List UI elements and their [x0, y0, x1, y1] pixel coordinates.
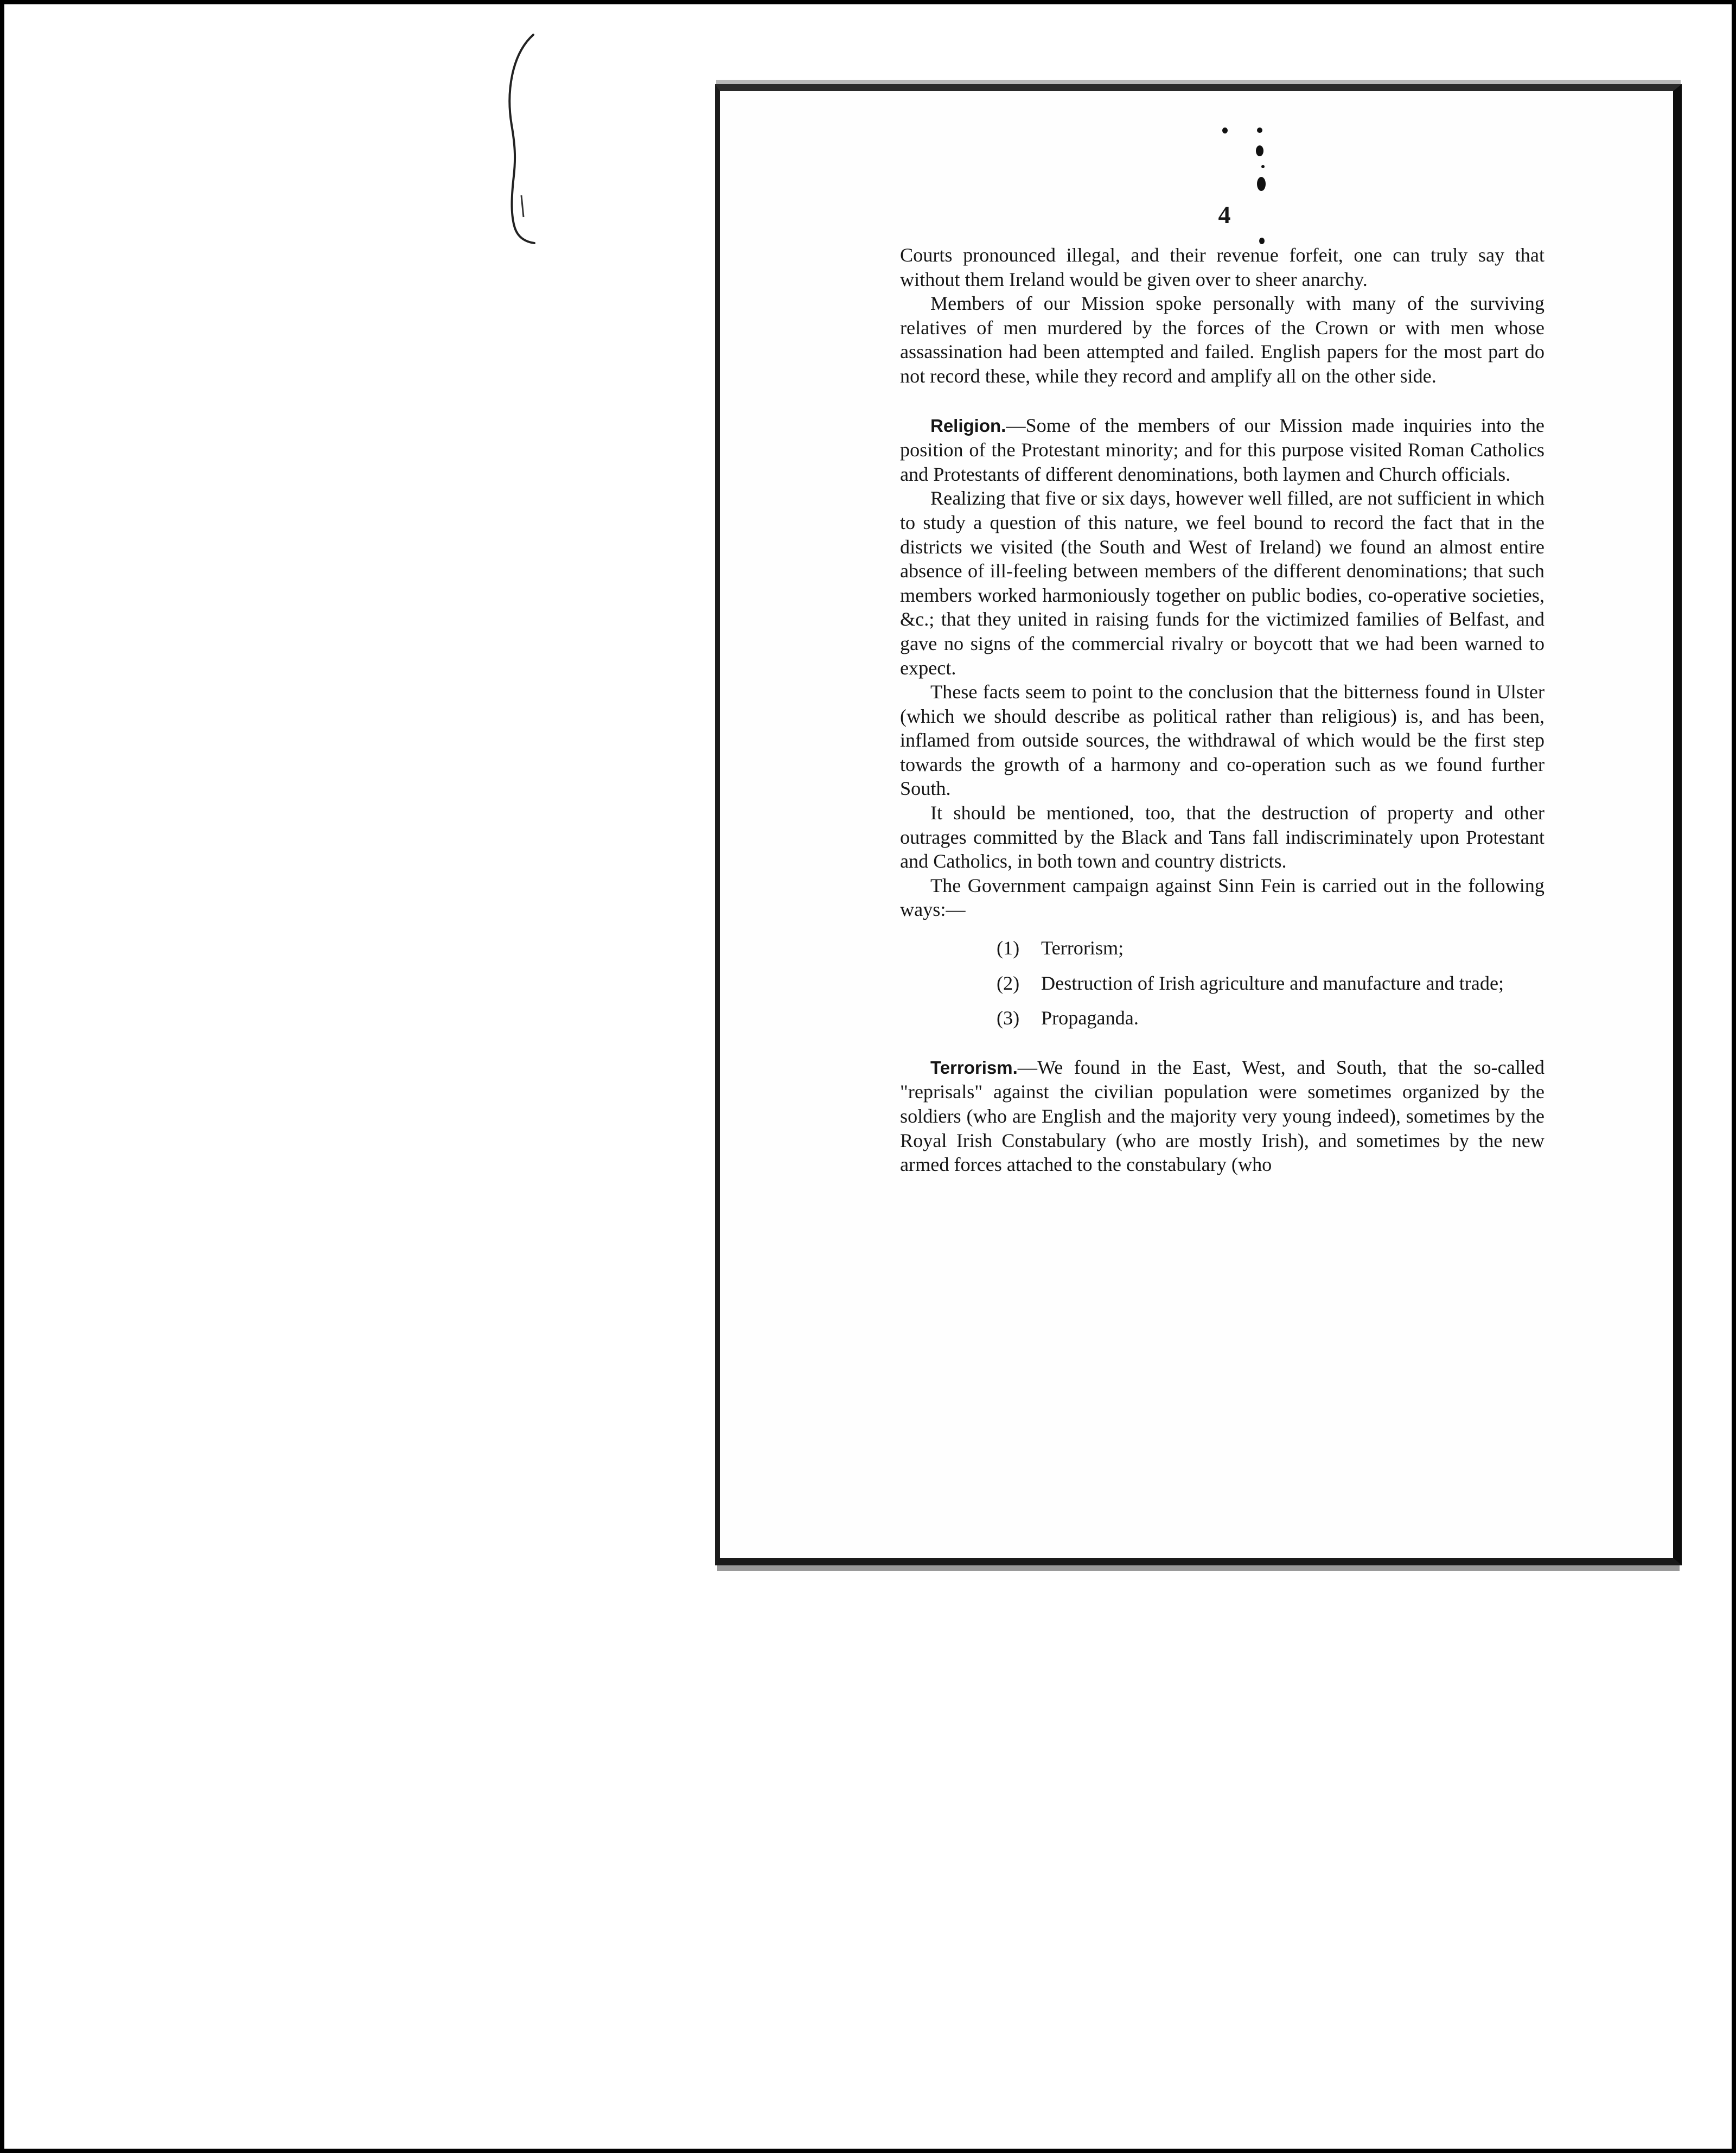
list-item — [997, 971, 1544, 996]
paragraph-religion-text: —Some of the members of our Mission made inquiries into the position of the Protestant minority; and for this purpose visited Roman Catholics and Protestants of different denominations, both laymen and Church officials. — [900, 414, 1544, 485]
list-item-number: (2) — [997, 972, 1020, 994]
paragraph-facts: These facts seem to point to the conclusion that the bitterness found in Ulster (which we should describe as political rather than religious) is, and has been, inflamed from outside sources, the withdrawal of which would be the first step towards the growth of a harmony and co-operation such as we found further South. — [900, 681, 1544, 800]
paragraph-religion — [900, 413, 1544, 487]
scan-speck — [1257, 128, 1262, 133]
body-text — [900, 243, 1544, 1177]
paragraph-destruction: It should be mentioned, too, that the destruction of property and other outrages committed by the Black and Tans fall indiscriminately upon Protestant and Catholics, in both town and country districts. — [900, 802, 1544, 872]
section-heading-terrorism: Terrorism. — [930, 1057, 1018, 1078]
scan-speck — [1261, 165, 1265, 168]
document-page — [715, 84, 1682, 1565]
section-heading-religion: Religion. — [930, 415, 1006, 436]
list-item-text: Terrorism; — [1041, 937, 1124, 959]
paragraph-mission: Members of our Mission spoke personally with many of the surviving relatives of men murdered by the forces of the Crown or with men whose assassination had been attempted and failed. English papers for the most part do not record these, while they record and amplify all on the other side. — [900, 292, 1544, 387]
paragraph-realizing: Realizing that five or six days, however well filled, are not sufficient in which to study a question of this nature, we feel bound to record the fact that in the districts we visited (the South and West of Ireland) we found an almost entire absence of ill-feeling between members of the different denominations; that such members worked harmoniously together on public bodies, co-operative societies, &c.; that they united in raising funds for the victimized families of Belfast, and gave no signs of the commercial rivalry or boycott that we had been warned to expect. — [900, 487, 1544, 679]
list-item-text: Propaganda. — [1041, 1007, 1139, 1029]
bracket-mark — [502, 33, 540, 244]
scan-frame-right — [1732, 0, 1736, 2153]
scan-frame-top — [0, 0, 1736, 4]
campaign-list — [900, 936, 1544, 1030]
scan-speck — [1222, 128, 1228, 133]
scan-speck — [1257, 177, 1266, 191]
paragraph-courts: Courts pronounced illegal, and their revenue forfeit, one can truly say that without them Ireland would be given over to sheer anarchy. — [900, 244, 1544, 290]
page-number: 4 — [1218, 201, 1231, 228]
paragraph-terrorism-text: —We found in the East, West, and South, that the so-called "reprisals" against the civilian population were sometimes organized by the soldiers (who are English and the majority very young indeed), sometimes by the Royal Irish Constabulary (who are mostly Irish), and sometimes by the new armed forces attached to the constabulary (who — [900, 1056, 1544, 1176]
paragraph-campaign: The Government campaign against Sinn Fein is carried out in the following ways:— — [900, 874, 1544, 921]
scan-frame-bottom — [0, 2149, 1736, 2153]
scan-speck — [1256, 145, 1263, 156]
list-item-number: (3) — [997, 1007, 1020, 1029]
scan-frame-left — [0, 0, 4, 2153]
paragraph-terrorism — [900, 1055, 1544, 1177]
list-item — [997, 1006, 1544, 1030]
list-item-number: (1) — [997, 937, 1020, 959]
list-item-text: Destruction of Irish agriculture and manufacture and trade; — [1041, 972, 1504, 994]
list-item — [997, 936, 1544, 960]
